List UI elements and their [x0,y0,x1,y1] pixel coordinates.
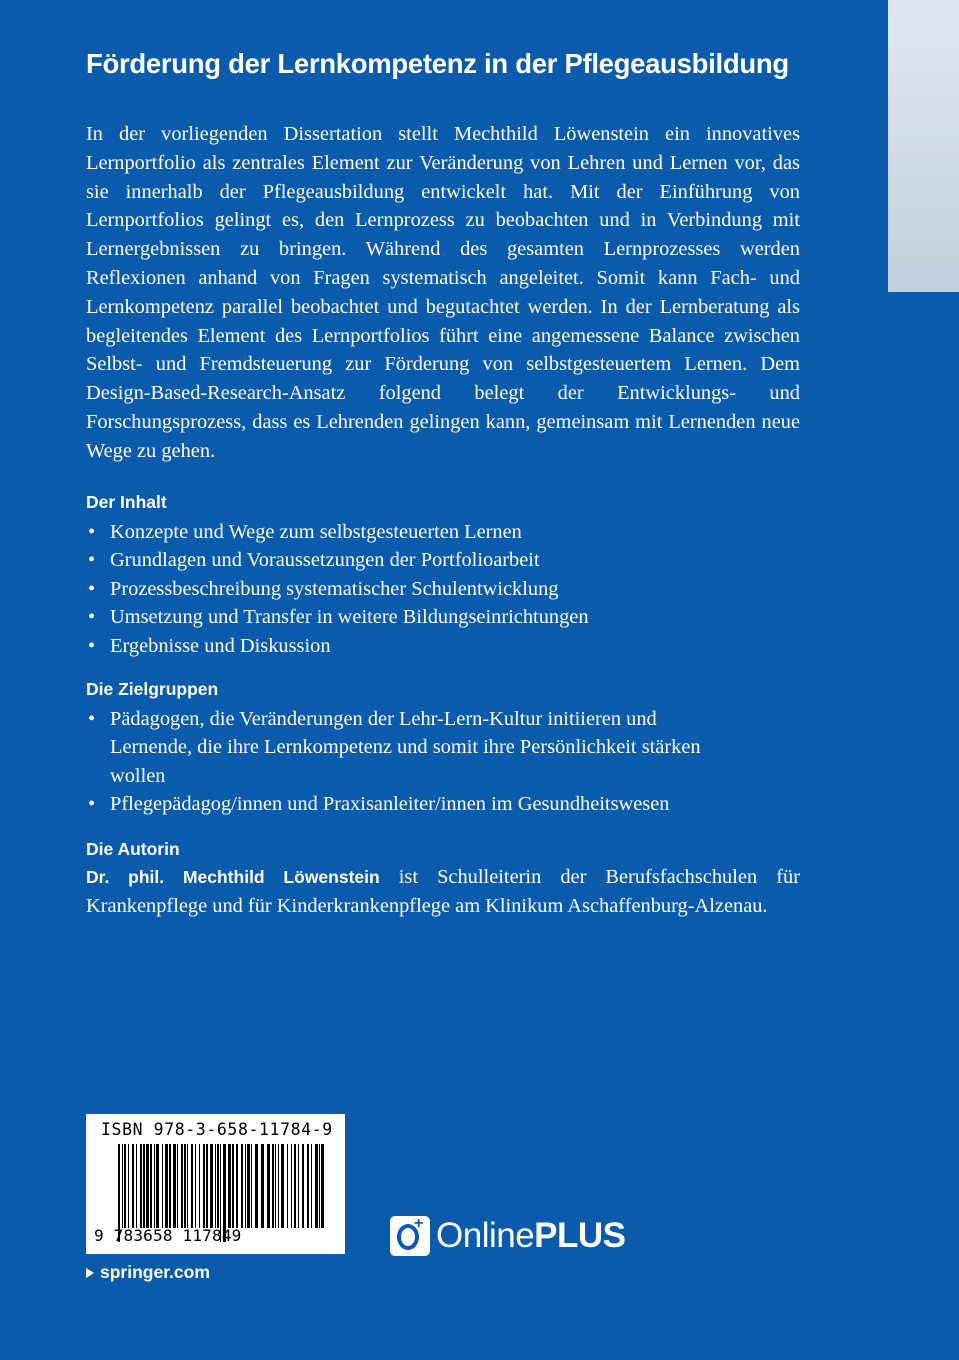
zielgruppen-heading: Die Zielgruppen [86,678,219,699]
bullet-icon: • [88,606,96,629]
autorin-heading: Die Autorin [86,838,180,859]
springer-link[interactable] [86,1262,210,1283]
list-item: • Ergebnisse und Diskussion [86,632,800,661]
list-item: • Konzepte und Wege zum selbstgesteuerten Lernen [86,518,800,547]
list-item: • Pflegepädagog/innen und Praxisanleiter/innen im Gesundheitswesen [86,790,810,819]
zielgruppen-list [86,705,706,819]
back-cover-content [86,46,800,920]
isbn-label: ISBN 978-3-658-11784-9 [101,1120,333,1139]
isbn-barcode-box [86,1114,345,1254]
arrow-right-icon [86,1268,94,1278]
author-name: Dr. phil. Mechthild Löwenstein [86,866,380,887]
author-description: ist Schulleiterin der Berufsfachschulen für Krankenpflege und für Kinderkrankenpflege am Klinikum Aschaffenburg-Alzenau. [86,865,800,917]
bullet-icon: • [88,634,96,657]
bullet-icon: • [88,549,96,572]
abstract-text: In der vorliegenden Dissertation stellt Mechthild Löwenstein ein innovatives Lernportfolio als zentrales Element zur Veränderung von Lehren und Lernen vor, das sie innerhalb der Pflegeausbildung entwickelt hat. Mit der Einführung von Lernportfolios gelingt es, den Lernprozess zu beobachten und in Verbindung mit Lernergebnissen zu bringen. Während des gesamten Lernprozesses werden Reflexionen anhand von Fragen systematisch angeleitet. Somit kann Fach- und Lernkompetenz parallel beobachtet und begutachtet werden. In der Lernberatung als begleitendes Element des Lernportfolios führt eine angemessene Balance zwischen Selbst- und Fremdsteuerung zur Förderung von selbstgesteuertem Lernen. Dem Design-Based-Research-Ansatz folgend belegt der Entwicklungs- und Forschungsprozess, dass es Lehrenden gelingen kann, gemeinsam mit Lernenden neue Wege zu gehen. [86,123,800,462]
online-plus-wordmark: OnlinePLUS [436,1216,626,1255]
bullet-icon: • [88,793,96,816]
cover-side-tab [888,0,959,292]
bullet-icon: • [88,577,96,600]
online-plus-icon: + [390,1216,430,1256]
book-title: Förderung der Lernkompetenz in der Pflegeausbildung [86,48,789,79]
list-item: • Grundlagen und Voraussetzungen der Portfolioarbeit [86,546,800,575]
author-bio [86,863,800,920]
online-plus-logo [390,1215,626,1257]
list-item: • Umsetzung und Transfer in weitere Bildungseinrichtungen [86,603,800,632]
bullet-icon: • [88,520,96,543]
inhalt-heading: Der Inhalt [86,491,167,512]
list-item: • Pädagogen, die Veränderungen der Lehr-Lern-Kultur initiieren und Lernende, die ihre Lernkompetenz und somit ihre Persönlichkeit stärken wollen [86,705,706,791]
isbn-digits: 9 783658 117849 [94,1226,242,1245]
inhalt-list [86,518,800,661]
bullet-icon: • [88,707,96,730]
list-item: • Prozessbeschreibung systematischer Schulentwicklung [86,575,800,604]
springer-url[interactable]: springer.com [100,1262,210,1282]
